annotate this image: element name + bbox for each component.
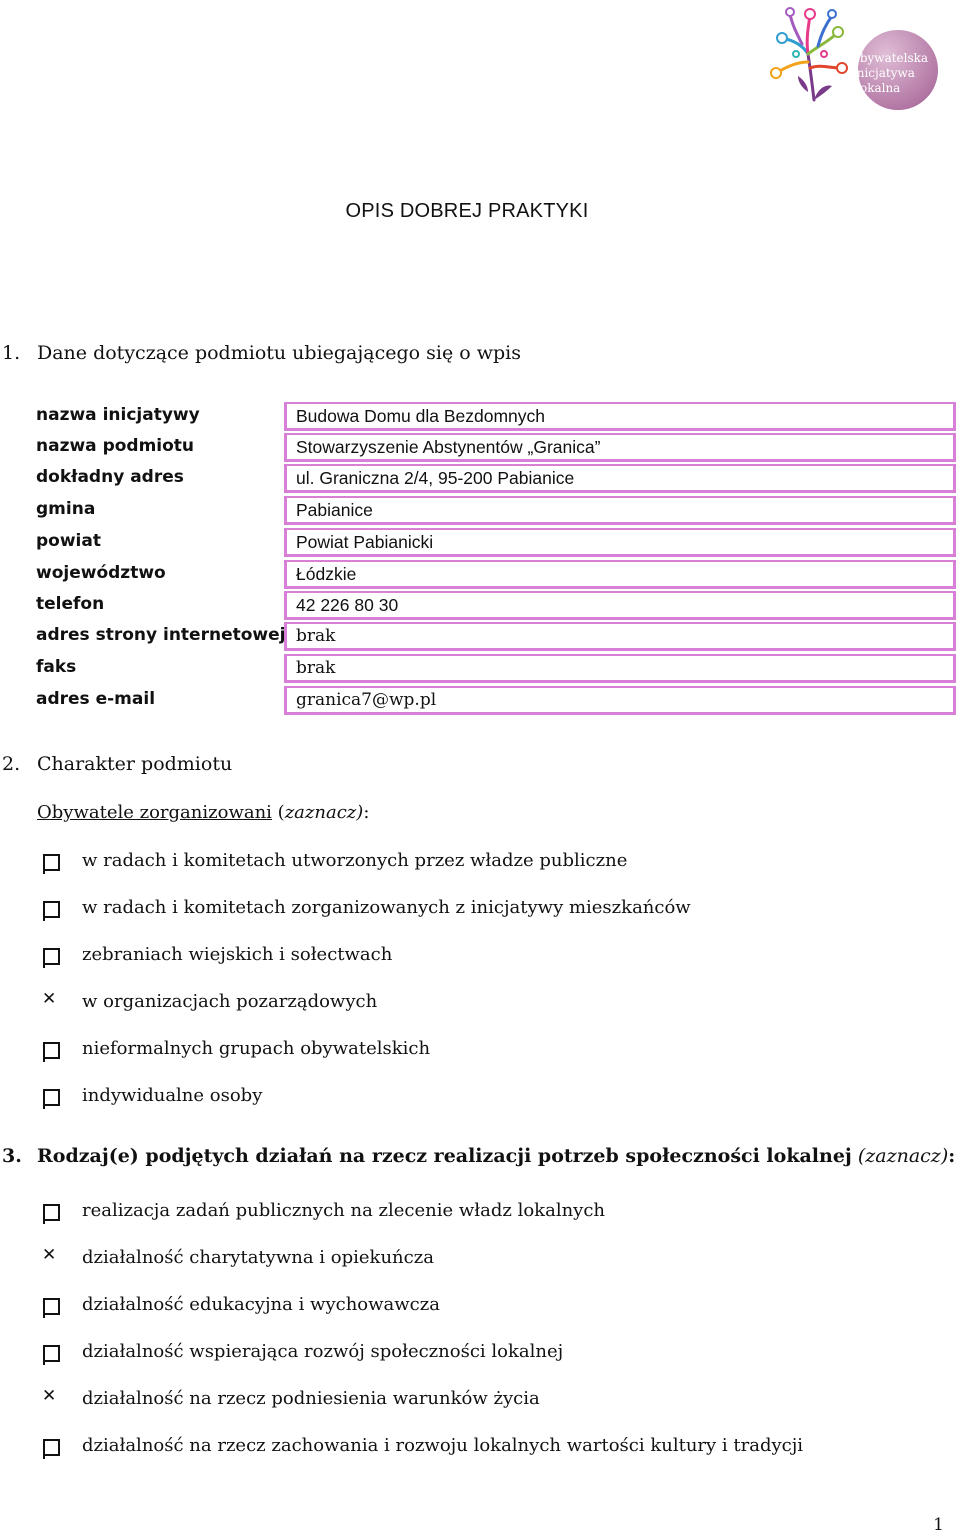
row-value-box: [284, 622, 956, 651]
option-label: działalność na rzecz zachowania i rozwoju lokalnych wartości kultury i tradycji: [82, 1435, 804, 1456]
option-label: indywidualne osoby: [82, 1085, 263, 1106]
option-label: w organizacjach pozarządowych: [82, 991, 378, 1012]
checked-x-icon[interactable]: ✕: [42, 989, 57, 1009]
option-label: działalność charytatywna i opiekuńcza: [82, 1247, 434, 1268]
row-label: adres strony internetowej: [36, 625, 286, 645]
row-label: faks: [36, 657, 77, 677]
checkbox-empty-icon[interactable]: [43, 1089, 60, 1106]
row-value-box: [284, 591, 956, 620]
row-value-box: [284, 654, 956, 683]
checkbox-empty-icon[interactable]: [43, 1042, 60, 1059]
logo-graphic: [762, 2, 952, 114]
table-row: [28, 402, 956, 433]
row-value: Pabianice: [296, 500, 373, 520]
table-row: [28, 433, 956, 464]
option-label: w radach i komitetach utworzonych przez władze publiczne: [82, 850, 628, 871]
row-value-box: [284, 686, 956, 715]
option-label: zebraniach wiejskich i sołectwach: [82, 944, 393, 965]
section-3-title-colon: :: [948, 1145, 956, 1167]
option-label: w radach i komitetach zorganizowanych z inicjatywy mieszkańców: [82, 897, 691, 918]
option-label: działalność wspierająca rozwój społeczności lokalnej: [82, 1341, 564, 1362]
section-3-title-bold: Rodzaj(e) podjętych działań na rzecz realizacji potrzeb społeczności lokalnej: [37, 1145, 852, 1167]
row-label: telefon: [36, 594, 105, 614]
row-label: powiat: [36, 531, 101, 551]
section-1-number: 1.: [2, 342, 21, 364]
row-value: 42 226 80 30: [296, 595, 399, 615]
row-value-box: [284, 433, 956, 462]
subtitle-main: Obywatele zorganizowani: [37, 802, 272, 823]
table-row: [28, 622, 956, 653]
row-value-box: [284, 496, 956, 525]
checked-x-icon[interactable]: ✕: [42, 1386, 57, 1406]
row-value-box: [284, 560, 956, 589]
logo: [762, 2, 952, 114]
section-2-title: Charakter podmiotu: [37, 753, 233, 775]
table-row: [28, 654, 956, 685]
checkbox-empty-icon[interactable]: [43, 1439, 60, 1456]
checkbox-empty-icon[interactable]: [43, 901, 60, 918]
checkbox-empty-icon[interactable]: [43, 1345, 60, 1362]
row-label: nazwa inicjatywy: [36, 405, 200, 425]
table-row: [28, 591, 956, 622]
logo-text-1: Obywatelska: [850, 51, 929, 65]
checked-x-icon[interactable]: ✕: [42, 1245, 57, 1265]
checkbox-empty-icon[interactable]: [43, 948, 60, 965]
row-value: Stowarzyszenie Abstynentów „Granica”: [296, 437, 601, 457]
row-label: dokładny adres: [36, 467, 184, 487]
subtitle-colon: :: [363, 802, 370, 823]
row-value: ul. Graniczna 2/4, 95-200 Pabianice: [296, 468, 575, 488]
checkbox-empty-icon[interactable]: [43, 1298, 60, 1315]
section-2-subtitle: [37, 802, 369, 823]
page-title: OPIS DOBREJ PRAKTYKI: [345, 200, 589, 222]
row-label: adres e-mail: [36, 689, 156, 709]
row-label: nazwa podmiotu: [36, 436, 195, 456]
option-label: nieformalnych grupach obywatelskich: [82, 1038, 431, 1059]
table-row: [28, 528, 956, 559]
option-label: działalność edukacyjna i wychowawcza: [82, 1294, 440, 1315]
section-3-title: [37, 1145, 955, 1167]
section-1-title: Dane dotyczące podmiotu ubiegającego się o wpis: [37, 342, 521, 364]
row-label: gmina: [36, 499, 96, 519]
checkbox-empty-icon[interactable]: [43, 854, 60, 871]
option-label: realizacja zadań publicznych na zlecenie władz lokalnych: [82, 1200, 606, 1221]
table-row: [28, 464, 956, 495]
page-number: 1: [933, 1515, 944, 1535]
logo-text-3: Lokalna: [852, 81, 901, 95]
section-3-title-italic: (zaznacz): [851, 1145, 949, 1167]
row-value-box: [284, 464, 956, 493]
section-3-number: 3.: [2, 1145, 22, 1167]
table-row: [28, 496, 956, 527]
row-value: brak: [296, 626, 336, 646]
row-label: województwo: [36, 563, 166, 583]
table-row: [28, 686, 956, 717]
row-value-box: [284, 402, 956, 431]
subtitle-italic: zaznacz): [284, 802, 364, 823]
section-2-number: 2.: [2, 753, 21, 775]
subtitle-paren: (: [271, 802, 285, 823]
row-value: Łódzkie: [296, 564, 357, 584]
logo-text-2: Inicjatywa: [852, 66, 915, 80]
checkbox-empty-icon[interactable]: [43, 1204, 60, 1221]
option-label: działalność na rzecz podniesienia warunków życia: [82, 1388, 540, 1409]
row-value: Powiat Pabianicki: [296, 532, 434, 552]
row-value: brak: [296, 658, 336, 678]
row-value: granica7@wp.pl: [296, 690, 437, 710]
row-value-box: [284, 528, 956, 557]
row-value: Budowa Domu dla Bezdomnych: [296, 406, 546, 426]
table-row: [28, 560, 956, 591]
